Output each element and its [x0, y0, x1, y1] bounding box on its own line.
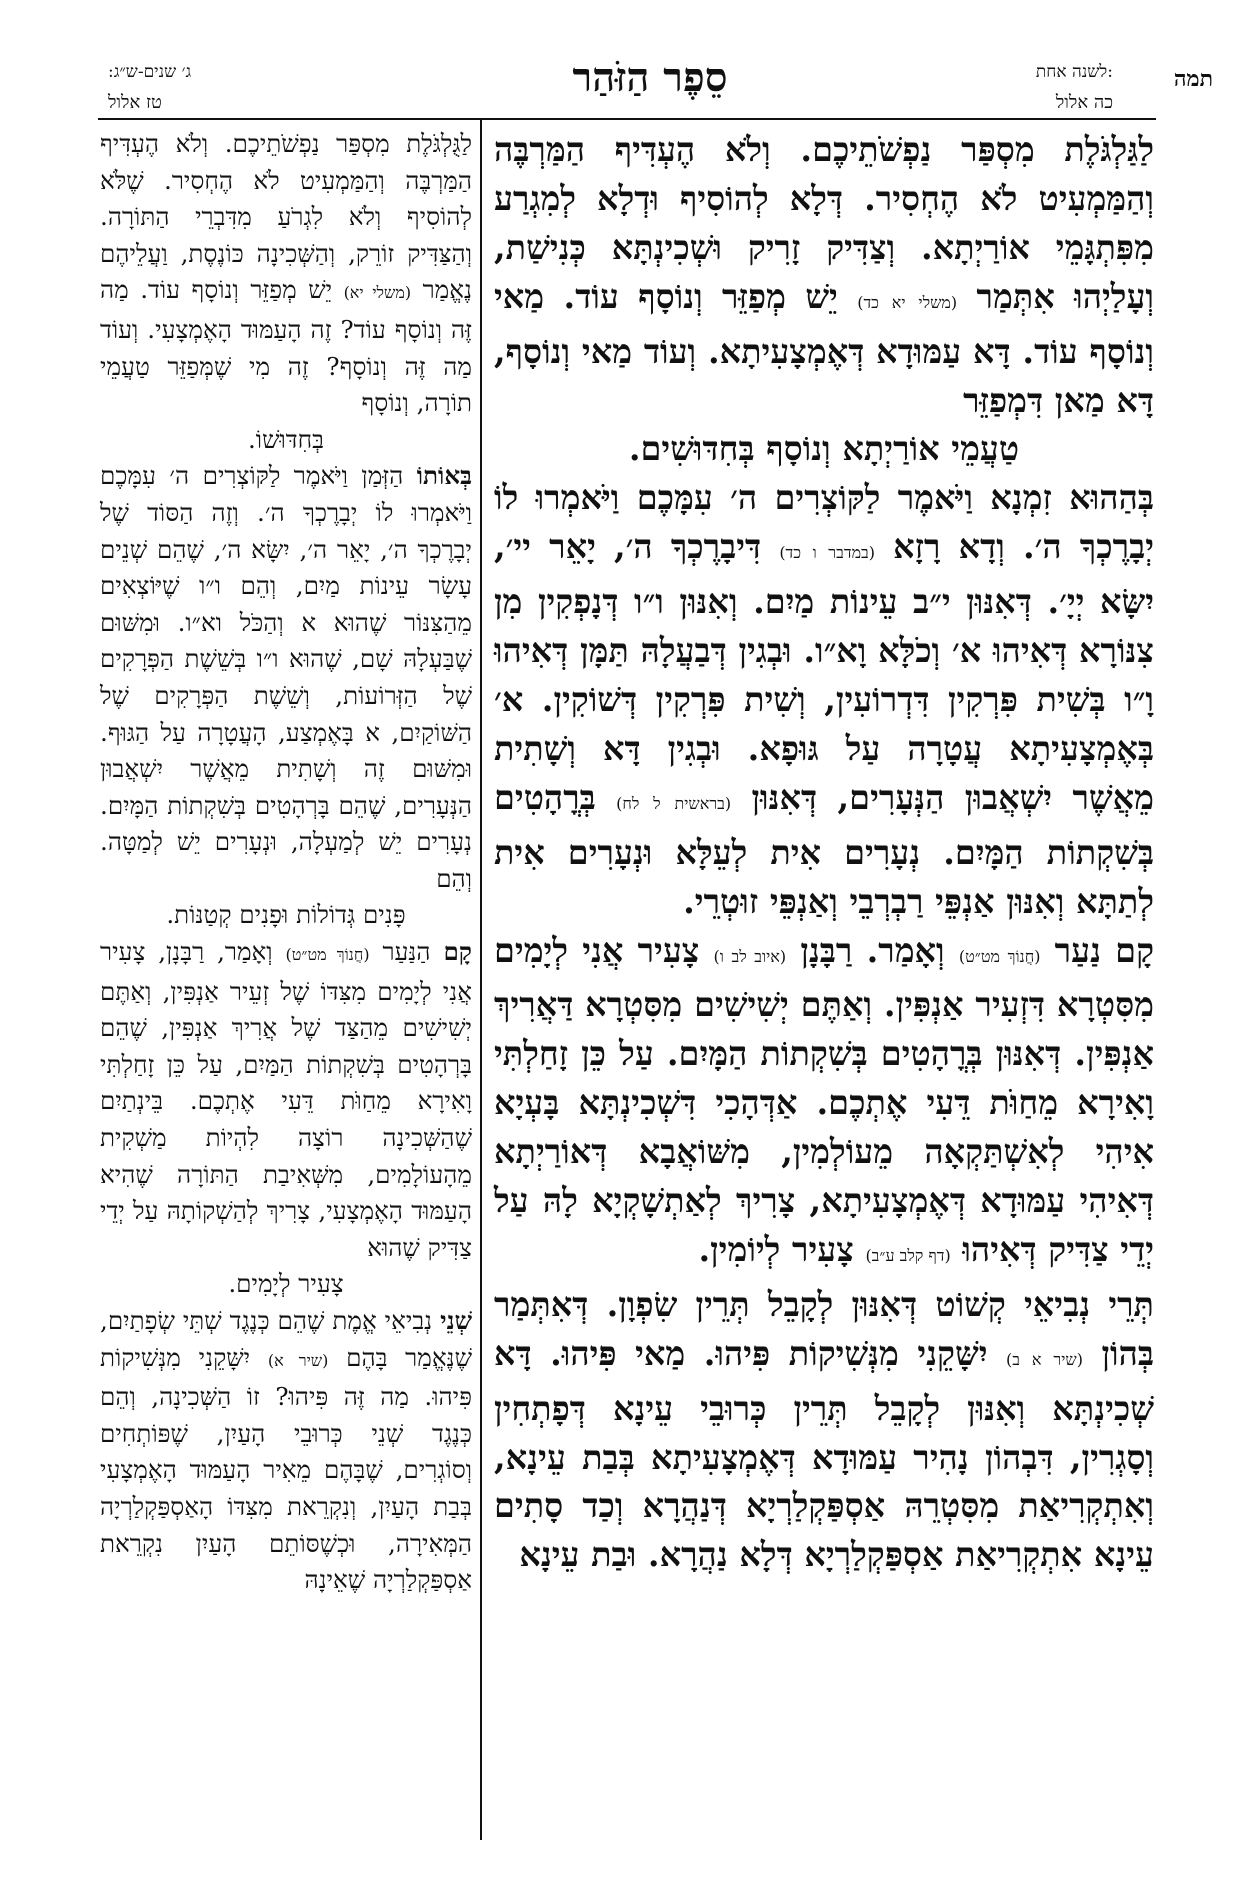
main-text-column [494, 126, 1154, 1580]
comm-c1-continued: יֵשׁ מְפַזֵּר וְנוֹסָף עוֹד. מַה זֶּה וְנוֹסָף עוֹד? זֶה הָעַמּוּד הָאֶמְצָעִי. וְעוֹד מַה זֶּה וְנוֹסָף? זֶה מִי שֶׁמְּפַזֵּר טַעֲמֵי תוֹרָה, וְנוֹסָף [100, 275, 472, 418]
main-p3-reference: (חֲנוֹךְ מט״ט) [958, 946, 1041, 966]
main-p3-text: קָם נַעַר [1054, 930, 1155, 970]
main-p2-reference-2: (בראשית ל לח) [616, 793, 732, 813]
commentary-column [100, 126, 472, 1599]
main-p3-reference-2: (איוב לב ו) [713, 946, 787, 966]
main-p4-text: תְּרֵי נְבִיאֵי קְשׁוֹט דְּאִנּוּן לְקָבֵל תְּרֵין שִׂפְוָן. דְּאִתְּמַר בְּהוֹן [494, 1284, 1154, 1373]
book-title: סֵפֶר הַזֹּהַר [572, 54, 728, 101]
header-right-label: לשנה אחת: [1035, 62, 1113, 82]
comm-c3-lead-word: קָם [443, 937, 472, 967]
main-p1-text: לַגַּלְגֹּלֶת מִסְפַּר נַפְשֹׁתֵיכֶם. וְלֹא הֶעְדִּיף הַמַּרְבֶּה וְהַמַּמְעִיט לֹא הֶחְסִיר. דְּלָא לְהוֹסִיף וּדְלָא לְמִגְרַע מִפִּתְגָּמֵי אוֹרַיְתָא. וְצַדִּיק זָרִיק וּשְׁכִינְתָּא כְּנִישַׁת, וְעָלַיְהוּ אִתְּמַר [494, 130, 1154, 316]
main-paragraph-1-end: טַעֲמֵי אוֹרַיְתָא וְנוֹסָף בְּחִדּוּשִׁים. [628, 429, 1020, 469]
main-p3-continued: צָעִיר אֲנִי לְיָמִים מִסִּטְרָא דִּזְעִיר אַנְפִּין. וְאַתֶּם יְשִׁישִׁים מִסִּטְרָא דַּאֲרִיךְ אַנְפִּין. דְּאִנּוּן בְּרֳהָטִים בְּשִׁקְתוֹת הַמָּיִם. עַל כֵּן זָחַלְתִּי וָאִירָא מֵחַוֹּת דֵּעִי אֶתְכֶם. אַדְּהָכִי דִּשְׁכִינְתָּא בָּעְיָא אִיהִי לְאִשְׁתַּקְאָה מֵעוֹלְמִין, מִשּׁוֹאֲבָא דְּאוֹרַיְתָא דְּאִיהִי עַמּוּדָא דְּאֶמְצָעִיתָא, צָרִיךְ לְאַתְשָׁקְיָא לָהּ עַל יְדֵי צַדִּיק דְּאִיהוּ [494, 930, 1154, 1269]
commentary-paragraph-1 [100, 126, 472, 422]
header-left-label: ג׳ שנים-ש״ג: [108, 62, 192, 82]
main-p1-continued: יֵשׁ מְפַזֵּר וְנוֹסָף עוֹד. מַאי וְנוֹסָף עוֹד. דָּא עַמּוּדָא דְּאֶמְצָעִיתָא. וְעוֹד מַאי וְנוֹסָף, דָּא מַאן דִּמְפַזֵּר [494, 276, 1154, 420]
main-paragraph-1 [494, 126, 1154, 425]
comm-c4-reference: (שיר א) [267, 1350, 329, 1370]
comm-c4-lead-word: שְׁנֵי [440, 1306, 472, 1335]
comm-c1-text: לַגֻּלְגֹּלֶת מִסְפַּר נַפְשֹׁתֵיכֶם. וְלֹא הֶעְדִּיף הַמַּרְבֶּה וְהַמַּמְעִיט לֹא הֶחְסִיר. שֶׁלֹּא לְהוֹסִיף וְלֹא לִגְרֹעַ מִדִּבְרֵי הַתּוֹרָה. וְהַצַּדִּיק זוֹרֵק, וְהַשְּׁכִינָה כּוֹנֶסֶת, וַעֲלֵיהֶם נֶאֱמַר [100, 129, 472, 305]
main-paragraph-3 [494, 927, 1154, 1281]
main-paragraph-4 [494, 1281, 1154, 1580]
comm-c3-continued: וְאָמַר, רַבָּנָן, צָעִיר אֲנִי לְיָמִים מִצִּדּוֹ שֶׁל זְעֵיר אַנְפִּין, וְאַתֶּם יְשִׁישִׁים מֵהַצַּד שֶׁל אֲרִיךְ אַנְפִּין, שֶׁהֵם בָּרְהָטִים בְּשִׁקְתוֹת הַמַּיִם, עַל כֵּן זָחַלְתִּי וָאִירָא מֵחַוֹּת דֵּעִי אֶתְכֶם. בֵּינְתַיִם שֶׁהַשְּׁכִינָה רוֹצָה לִהְיוֹת מַשְׁקִית מֵהָעוֹלָמִים, מִשְּׁאִיבַת הַתּוֹרָה שֶׁהִיא הָעַמּוּד הָאֶמְצָעִי, צָרִיךְ לְהַשְׁקוֹתָהּ עַל יְדֵי צַדִּיק שֶׁהוּא [100, 937, 472, 1262]
page-number: תמה [1173, 66, 1213, 92]
main-p3-text-b: וְאָמַר. רַבָּנָן [800, 930, 945, 970]
main-p4-reference: (שיר א ב) [1005, 1349, 1083, 1369]
main-p2-text: בְּהַהוּא זִמְנָא וַיֹּאמֶר לַקּוֹצְרִים ה׳ עִמָּכֶם וַיֹּאמְרוּ לוֹ יְבָרֶכְךָ ה׳. וְדָא רָזָא [494, 478, 1154, 567]
header-rule [98, 118, 1156, 120]
main-p3-end: צָעִיר לְיוֹמִין. [698, 1229, 854, 1269]
header-left-date: טז אלול [108, 92, 162, 113]
main-p2-reference: (במדבר ו כד) [779, 543, 876, 563]
comm-c3-text: הַנַּעַר [382, 937, 431, 967]
main-p2-continued: דִּיבָרֶכְךָ ה׳, יָאֵר יי׳, יִשָּׂא יְיָ׳. דְּאִנּוּן י״ב עֵינוֹת מַיִם. וְאִנּוּן ו״ו דְּנָפְקִין מִן צִנּוֹרָא דְּאִיהוּ א׳ וְכֹלָּא וָא״ו. וּבְגִין דְּבַעֲלָהּ תַּמָּן דְּאִיהוּ וָ״ו בְּשִׁית פִּרְקִין דִּדְרוֹעִין, וְשִׁית פִּרְקִין דְּשׁוֹקִין. א׳ בְּאֶמְצָעִיתָא עֲטָרָה עַל גּוּפָא. וּבְגִין דָּא וְשָׁתִית מֵאֲשֶׁר יִשְׁאֲבוּן הַנְּעָרִים, דְּאִנּוּן [494, 527, 1154, 817]
comm-c4-continued: יִשָּׁקֵנִי מִנְּשִׁיקוֹת פִּיהוּ. מַה זֶּה פִּיהוּ? זוֹ הַשְּׁכִינָה, וְהֵם כְּנֶגֶד שְׁנֵי כְּרוּבֵי הָעַיִן, שֶׁפּוֹתְחִים וְסוֹגְרִים, שֶׁבָּהֶם מֵאִיר הָעַמּוּד הָאֶמְצָעִי בְּבַת הָעַיִן, וְנִקְרֵאת מִצִּדּוֹ הָאַסְפַּקְלַרְיָה הַמְּאִירָה, וּכְשֶׁסּוֹתֵם הָעַיִן נִקְרֵאת אַסְפַּקְלַרְיָה שֶׁאֵינָהּ [100, 1342, 472, 1595]
comm-c2-lead-word: בְּאוֹתוֹ [416, 461, 472, 491]
main-paragraph-2 [494, 474, 1154, 926]
column-divider [480, 120, 482, 1840]
comm-c1-reference: (משלי יא) [343, 283, 412, 303]
comm-c2-text: הַזְּמַן וַיֹּאמֶר לַקּוֹצְרִים ה׳ עִמָּכֶם וַיֹּאמְרוּ לוֹ יְבָרֶכְךָ ה׳. וְזֶה הַסּוֹד שֶׁל יְבָרֶכְךָ ה׳, יָאֵר ה׳, יִשָּׂא ה׳, שֶׁהֵם שְׁנֵים עָשָׂר עֵינוֹת מַיִם, וְהֵם ו״ו שֶׁיּוֹצְאִים מֵהַצִּנּוֹר שֶׁהוּא א וְהַכֹּל וא״ו. וּמִשּׁוּם שֶׁבַּעְלָהּ שָׁם, שֶׁהוּא ו״ו בְּשֵׁשֶׁת הַפְּרָקִים שֶׁל הַזְּרוֹעוֹת, וְשֵׁשֶׁת הַפְּרָקִים שֶׁל הַשּׁוֹקַיִם, א בָּאֶמְצַע, הָעֲטָרָה עַל הַגּוּף. וּמִשּׁוּם זֶה וְשָׁתִית מֵאֲשֶׁר יִשְׁאֲבוּן הַנְּעָרִים, שֶׁהֵם בָּרְהָטִים בְּשִׁקְתוֹת הַמָּיִם. נְעָרִים יֵשׁ לְמַעְלָה, וּנְעָרִים יֵשׁ לְמַטָּה. וְהֵם [100, 461, 472, 893]
main-p4-continued: יִשָּׁקֵנִי מִנְּשִׁיקוֹת פִּיהוּ. מַאי פִּיהוּ. דָּא שְׁכִינְתָּא וְאִנּוּן לְקָבֵל תְּרֵין כְּרוּבֵי עֵינָא דְּפָתְחִין וְסָגְרִין, דִּבְהוֹן נָהִיר עַמּוּדָא דְּאֶמְצָעִיתָא בְּבַת עֵינָא, וְאִתְקְרִיאַת מִסִּטְרֵהּ אַסְפַּקְלַרְיָא דְּנַהֲרָא וְכַד סָתִים עֵינָא אִתְקְרִיאַת אַסְפַּקְלַרְיָא דְּלָא נַהֲרָא. וּבַת עֵינָא [494, 1333, 1154, 1575]
header-right-date: כה אלול [1055, 92, 1113, 113]
commentary-paragraph-1-end: בְּחִדּוּשׁוֹ. [247, 424, 325, 454]
main-p3-reference-3: (דף קלב ע״ב) [865, 1245, 951, 1265]
main-p1-reference: (משלי יא כד) [857, 292, 958, 312]
commentary-paragraph-4 [100, 1303, 472, 1599]
commentary-paragraph-2-end: פָּנִים גְּדוֹלוֹת וּפָנִים קְטַנּוֹת. [166, 900, 406, 930]
commentary-paragraph-3-end: צָעִיר לְיָמִים. [228, 1269, 344, 1299]
main-p2-continued-2: בְּרֳהָטִים בְּשִׁקְתוֹת הַמָּיִם. נְעָרִים אִית לְעֵלָּא וּנְעָרִים אִית לְתַתָּא וְאִנּוּן אַנְפֵּי רַבְרְבֵי וְאַנְפֵּי זוּטְרֵי. [494, 777, 1154, 921]
commentary-paragraph-3 [100, 934, 472, 1266]
comm-c4-text: נְבִיאֵי אֱמֶת שֶׁהֵם כְּנֶגֶד שְׁתֵּי שְׂפָתַיִם, שֶׁנֶּאֱמַר בָּהֶם [100, 1306, 473, 1372]
commentary-paragraph-2 [100, 458, 472, 897]
comm-c3-reference: (חֲנוֹךְ מט״ט) [285, 945, 370, 965]
